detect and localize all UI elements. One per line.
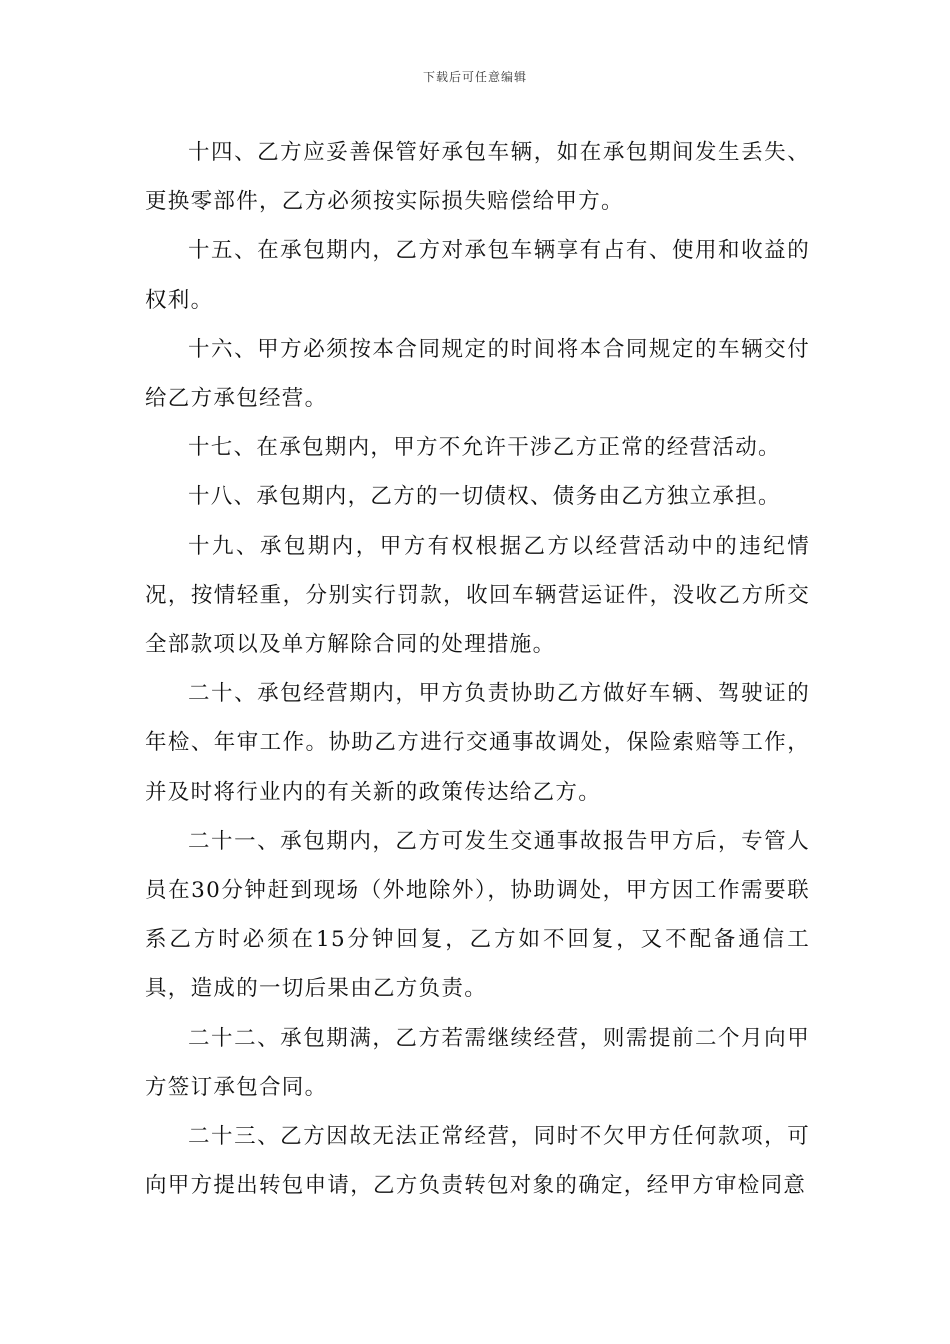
clause-19: 十九、承包期内，甲方有权根据乙方以经营活动中的违纪情况，按情轻重，分别实行罚款，收回车辆营运证件，没收乙方所交全部款项以及单方解除合同的处理措施。 [145, 533, 810, 658]
clause-17: 十七、在承包期内，甲方不允许干涉乙方正常的经营活动。 [188, 435, 781, 461]
clause-21: 二十一、承包期内，乙方可发生交通事故报告甲方后，专管人员在30分钟赶到现场（外地除外），协助调处，甲方因工作需要联系乙方时必须在15分钟回复，乙方如不回复，又不配备通信工具，造成的一切后果由乙方负责。 [145, 828, 810, 1002]
clause-14: 十四、乙方应妥善保管好承包车辆，如在承包期间发生丢失、更换零部件，乙方必须按实际损失赔偿给甲方。 [145, 140, 810, 215]
clause-23: 二十三、乙方因故无法正常经营，同时不欠甲方任何款项，可向甲方提出转包申请，乙方负责转包对象的确定，经甲方审检同意 [145, 1124, 810, 1199]
clause-22: 二十二、承包期满，乙方若需继续经营，则需提前二个月向甲方签订承包合同。 [145, 1025, 810, 1100]
clause-16: 十六、甲方必须按本合同规定的时间将本合同规定的车辆交付给乙方承包经营。 [145, 336, 810, 412]
clause-20: 二十、承包经营期内，甲方负责协助乙方做好车辆、驾驶证的年检、年审工作。协助乙方进行交通事故调处，保险索赔等工作，并及时将行业内的有关新的政策传达给乙方。 [145, 681, 810, 805]
clause-15: 十五、在承包期内，乙方对承包车辆享有占有、使用和收益的权利。 [145, 238, 810, 313]
clause-18: 十八、承包期内，乙方的一切债权、债务由乙方独立承担。 [188, 484, 781, 510]
header-note: 下载后可任意编辑 [422, 70, 527, 84]
contract-body [145, 128, 810, 1210]
